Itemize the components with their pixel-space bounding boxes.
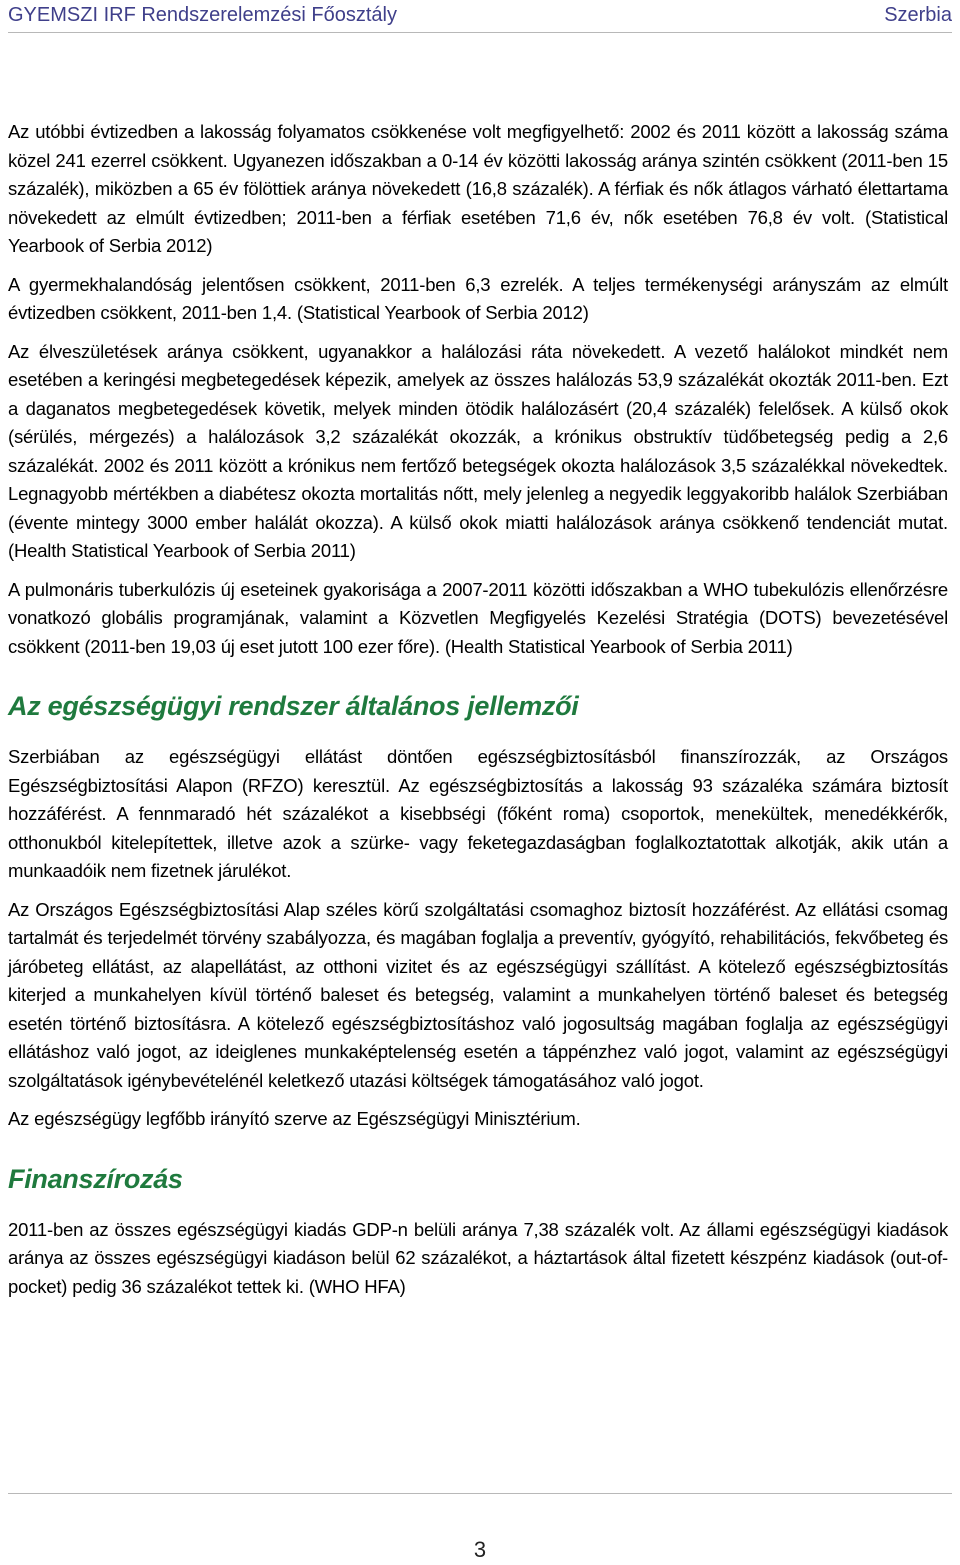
paragraph-mortality-causes: Az élveszületések aránya csökkent, ugyanakkor a halálozási ráta növekedett. A vezető halálokot mindkét nem esetében a keringési megbetegedések képezik, amelyek az összes halálozás 53,9 százalékát okozták 2011-ben. Ezt a daganatos megbetegedések követik, melyek minden ötödik halálozásért (20,4 százalék) felelősek. A külső okok (sérülés, mérgezés) a halálozások 3,2 százalékát okozzák, a krónikus obstruktív tüdőbetegség pedig a 2,6 százalékát. 2002 és 2011 között a krónikus nem fertőző betegségek okozta halálozások 3,5 százalékkal növekedtek. Legnagyobb mértékben a diabétesz okozta mortalitás nőtt, mely jelenleg a negyedik leggyakoribb halálok Szerbiában (évente mintegy 3000 ember halálát okozza). A külső okok miatti halálozások aránya csökkenő tendenciát mutat. (Health Statistical Yearbook of Serbia 2011)	[8, 340, 948, 561]
page-header	[8, 0, 952, 33]
paragraph-tuberculosis: A pulmonáris tuberkulózis új eseteinek gyakorisága a 2007-2011 közötti időszakban a WHO tubekulózis ellenőrzésre vonatkozó globális programjának, valamint a Közvetlen Megfigyelés Kezelési Stratégia (DOTS) bevezetésével csökkent (2011-ben 19,03 új eset jutott 100 ezer főre). (Health Statistical Yearbook of Serbia 2011)	[8, 578, 948, 657]
header-country: Szerbia	[884, 4, 952, 26]
document-body	[8, 118, 948, 1311]
paragraph-population: Az utóbbi évtizedben a lakosság folyamatos csökkenése volt megfigyelhető: 2002 és 2011 között a lakosság száma közel 241 ezerrel csökkent. Ugyanezen időszakban a 0-14 év közötti lakosság aránya szintén csökkent (2011-ben 15 százalék), miközben a 65 év fölöttiek aránya növekedett (16,8 százalék). A férfiak és nők átlagos várható élettartama növekedett az elmúlt évtizedben; 2011-ben a férfiak esetében 71,6 év, nők esetében 76,8 év volt. (Statistical Yearbook of Serbia 2012)	[8, 121, 948, 256]
paragraph-ministry: Az egészségügy legfőbb irányító szerve az Egészségügyi Minisztérium.	[8, 1108, 581, 1129]
section-heading-financing: Finanszírozás	[8, 1163, 183, 1194]
page-number: 3	[473, 1537, 487, 1562]
paragraph-service-package: Az Országos Egészségbiztosítási Alap széles körű szolgáltatási csomaghoz biztosít hozzáférést. Az ellátási csomag tartalmát és terjedelmét törvény szabályozza, és magában foglalja a preventív, gyógyító, rehabilitációs, fekvőbeteg és járóbeteg ellátást, az alapellátást, az otthoni vizitet és az egészségügyi szállítást. A kötelező egészségbiztosítás kiterjed a munkahelyen kívül történő baleset és betegség, valamint a munkahelyen történő baleset és betegség esetén történő biztosításra. A kötelező egészségbiztosításhoz való jogosultság magában foglalja az egészségügyi ellátáshoz való jogot, az ideiglenes munkaképtelenség esetén a táppénzhez való jogot, valamint az egészségügyi szolgáltatások igénybevételénél keletkező utazási költségek támogatásához való jogot.	[8, 898, 948, 1091]
footer-divider	[8, 1493, 952, 1494]
paragraph-infant-mortality: A gyermekhalandóság jelentősen csökkent, 2011-ben 6,3 ezrelék. A teljes termékenységi arányszám az elmúlt évtizedben csökkent, 2011-ben 1,4. (Statistical Yearbook of Serbia 2012)	[8, 273, 948, 323]
section-heading-health-system: Az egészségügyi rendszer általános jellemzői	[8, 691, 579, 721]
paragraph-insurance-coverage: Szerbiában az egészségügyi ellátást döntően egészségbiztosításból finanszírozzák, az Országos Egészségbiztosítási Alapon (RFZO) keresztül. Az egészségbiztosítás a lakosság 93 százaléka számára biztosít hozzáférést. A fennmaradó hét százalékot a kisebbségi (főként roma) csoportok, menekültek, menedékkérők, otthonukból kitelepítettek, illetve azok a szürke- vagy feketegazdaságban foglalkoztatottak alkotják, akik után a munkaadóik nem fizetnek járulékot.	[8, 746, 948, 881]
paragraph-expenditure: 2011-ben az összes egészségügyi kiadás GDP-n belüli aránya 7,38 százalék volt. Az állami egészségügyi kiadások aránya az összes egészségügyi kiadáson belül 62 százalékot, a háztartások által fizetett készpénz kiadások (out-of-pocket) pedig 36 százalékot tettek ki. (WHO HFA)	[8, 1218, 948, 1297]
header-organization: GYEMSZI IRF Rendszerelemzési Főosztály	[8, 4, 397, 26]
